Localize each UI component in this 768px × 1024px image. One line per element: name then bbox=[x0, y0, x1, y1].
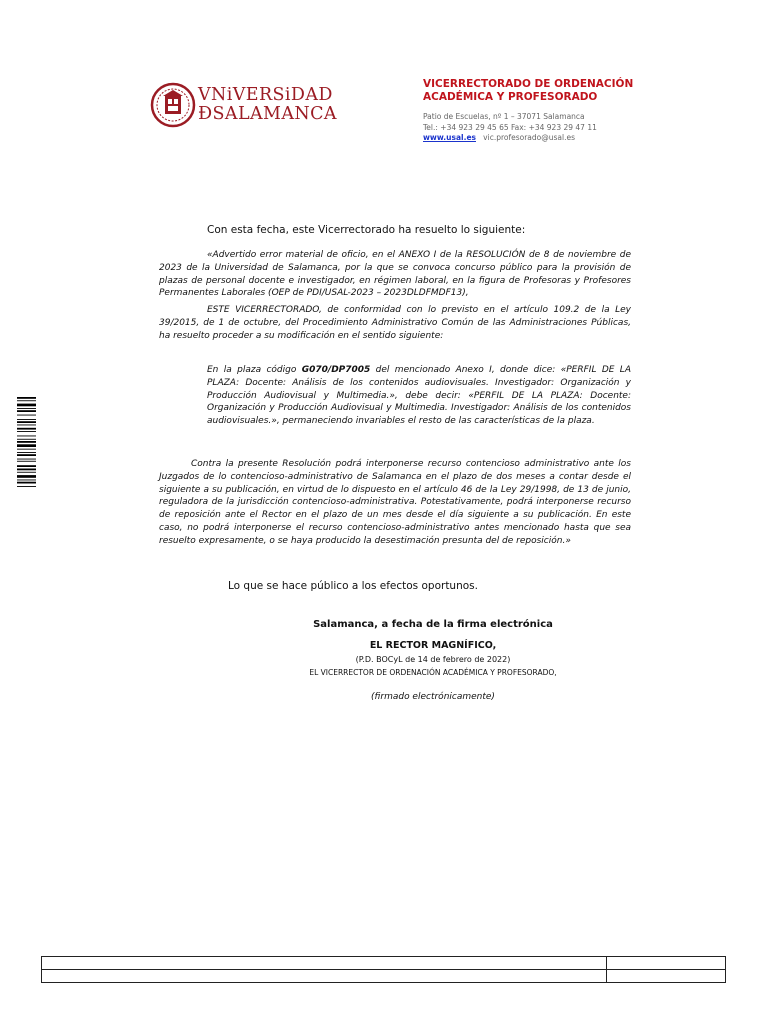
phone-fax: Tel.: +34 923 29 45 65 Fax: +34 923 29 47 11 bbox=[423, 122, 597, 132]
website-link[interactable]: www.usal.es bbox=[423, 133, 476, 142]
signature-rector: EL RECTOR MAGNÍFICO, bbox=[369, 640, 497, 651]
department-line-2: ACADÉMICA Y PROFESORADO bbox=[423, 91, 598, 103]
signature-place-date: Salamanca, a fecha de la firma electrónica bbox=[313, 619, 553, 630]
table-row bbox=[42, 970, 726, 983]
paragraph-modification bbox=[207, 364, 631, 428]
signature-electronic: (firmado electrónicamente) bbox=[371, 692, 495, 702]
paragraph-appeal: Contra la presente Resolución podrá interponerse recurso contencioso administrativo ante los Juzgados de lo contencioso-administrativo de Salamanca en el plazo de dos meses a contar desde el siguiente a su publicación, en virtud de lo dispuesto en el artículo 46 de la Ley 29/1998, de 13 de junio, reguladora de la jurisdicción contencioso-administrativa. Potestativamente, podrá interponerse recurso de reposición ante el Rector en el plazo de un mes desde el día siguiente a su publicación. En este caso, no podrá interponerse el recurso contencioso-administrativo antes mencionado hasta que sea resuelto expresamente, o se haya producido la desestimación presunta del de reposición.» bbox=[159, 459, 631, 546]
barcode-icon bbox=[17, 397, 36, 490]
table-cell bbox=[607, 970, 726, 983]
table-cell bbox=[607, 957, 726, 970]
intro-text: Con esta fecha, este Vicerrectorado ha resuelto lo siguiente: bbox=[207, 224, 526, 236]
modification-text-start: En la plaza código bbox=[207, 365, 302, 375]
university-name-logo bbox=[198, 86, 337, 124]
logo-line-2: ÐSALAMANCA bbox=[198, 104, 337, 124]
department-title bbox=[423, 78, 633, 104]
modification-text-end: del mencionado Anexo I, donde dice: «PERFIL DE LA PLAZA: Docente: Análisis de los contenidos audiovisuales. Investigador: Organización y Producción Audiovisual y Multimedia.», debe decir: «PERFIL DE LA PLAZA: Docente: Organización y Producción Audiovisual y Multimedia. Investigador: Análisis de los contenidos audiovisuales.», permaneciendo invariables el resto de las características de la plaza. bbox=[207, 365, 631, 427]
footer-verification-table bbox=[41, 956, 726, 983]
paragraph-error-notice: «Advertido error material de oficio, en el ANEXO I de la RESOLUCIÓN de 8 de noviembre de 2023 de la Universidad de Salamanca, por la que se convoca concurso público para la provisión de plazas de personal docente e investigador, en régimen laboral, en la figura de Profesoras y Profesores Permanentes Laborales (OEP de PDI/USAL-2023 – 2023DLDFMDF13), bbox=[159, 250, 631, 299]
signature-vicerrector: EL VICERRECTOR DE ORDENACIÓN ACADÉMICA Y PROFESORADO, bbox=[309, 668, 557, 677]
department-line-1: VICERRECTORADO DE ORDENACIÓN bbox=[423, 78, 634, 90]
position-code: G070/DP7005 bbox=[301, 365, 371, 375]
signature-delegation: (P.D. BOCyL de 14 de febrero de 2022) bbox=[355, 655, 511, 664]
table-row bbox=[42, 957, 726, 970]
email-address: vic.profesorado@usal.es bbox=[483, 133, 575, 142]
university-logo bbox=[150, 82, 337, 130]
paragraph-resolution: ESTE VICERRECTORADO, de conformidad con lo previsto en el artículo 109.2 de la Ley 39/2015, de 1 de octubre, del Procedimiento Administrativo Común de las Administraciones Públicas, ha resuelto proceder a su modificación en el sentido siguiente: bbox=[159, 305, 631, 341]
table-cell bbox=[42, 970, 607, 983]
university-seal-icon bbox=[150, 82, 196, 128]
contact-block bbox=[423, 112, 597, 144]
postal-address: Patio de Escuelas, nº 1 – 37071 Salamanca bbox=[423, 112, 585, 121]
closing-text: Lo que se hace público a los efectos oportunos. bbox=[228, 580, 478, 592]
logo-line-1: VNiVERSiDAD bbox=[198, 85, 333, 105]
table-cell bbox=[42, 957, 607, 970]
